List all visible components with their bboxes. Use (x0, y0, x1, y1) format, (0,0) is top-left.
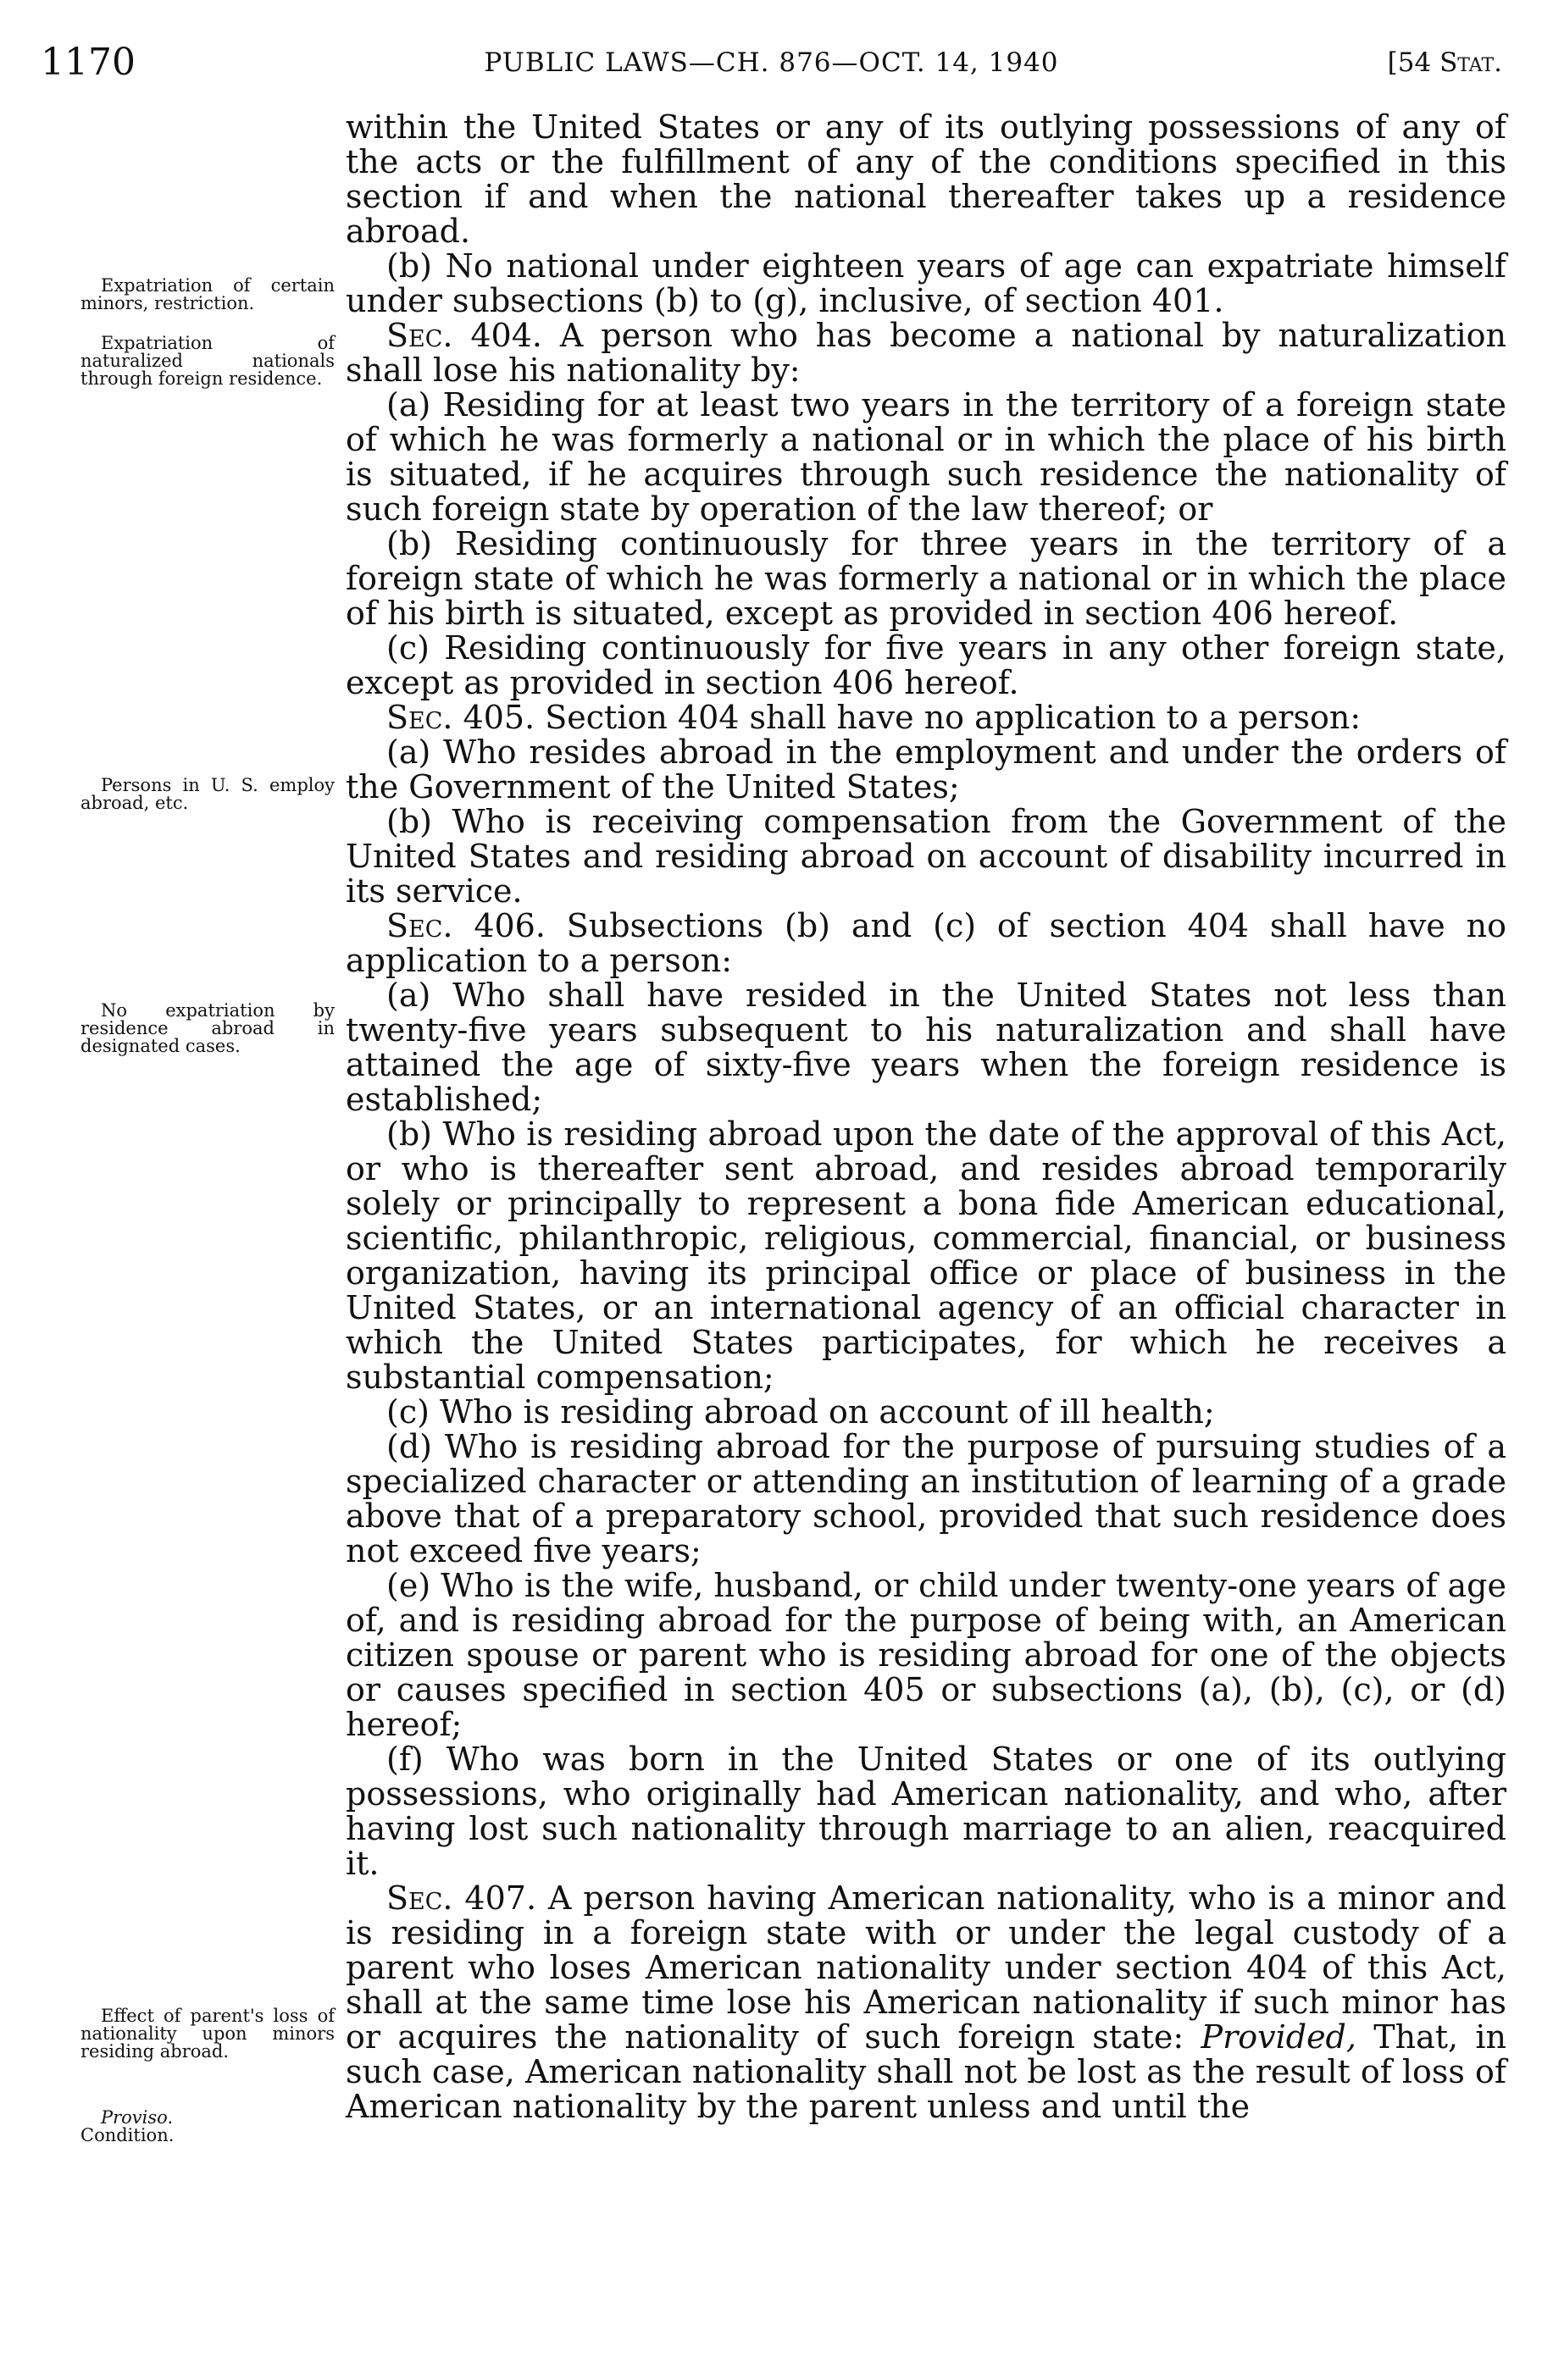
paragraph-406a: (a) Who shall have resided in the United States not less than twenty-five years subsequent to his naturalization and shall have attained the age of sixty-five years when the foreign residence is established; (346, 977, 1506, 1118)
margin-note-us-employ: Persons in U. S. employ abroad, etc. (80, 775, 335, 813)
paragraph-404b: (b) Residing continuously for three years in the territory of a foreign state of which he was formerly a national or in which the place of his birth is situated, except as provided in section 406 hereof. (346, 525, 1506, 632)
proviso-word: Provided, (1201, 2018, 1356, 2056)
page-number: 1170 (41, 41, 136, 84)
paragraph-406b: (b) Who is residing abroad upon the date of the approval of this Act, or who is thereafter sent abroad, and resides abroad temporarily solely or principally to represent a bona fide American educational, scientific, philanthropic, religious, commercial, financial, or business organization, having its principal office or place of business in the United States, or an international agency of an official character in which the United States participates, for which he receives a substantial compensation; (346, 1115, 1506, 1396)
section-label: Sec. 407. (386, 1879, 537, 1917)
margin-note-naturalized-nationals: Expatriation of naturalized nationals through foreign residence. (80, 333, 335, 389)
margin-note-parent-loss: Effect of parent's loss of nationality upon minors residing abroad. (80, 2006, 335, 2062)
section-label: Sec. 406. (386, 907, 546, 944)
paragraph-continuation: within the United States or any of its outlying possessions of any of the acts or the fulfillment of any of the conditions specified in this section if and when the national thereafter takes up a residence abroad. (346, 108, 1506, 250)
section-404: Sec. 404. A person who has become a national by naturalization shall lose his nationality by: (346, 317, 1506, 389)
section-407: Sec. 407. A person having American nationality, who is a minor and is residing in a foreign state with or under the legal custody of a parent who loses American nationality under section 404 of this Act, shall at the same time lose his American nationality if such minor has or acquires the nationality of such foreign state: Provided, That, in such case, American nationality shall not be lost as the result of loss of American nationality by the parent unless and until the (346, 1879, 1507, 2125)
page-header (41, 41, 1502, 91)
paragraph-406c: (c) Who is residing abroad on account of ill health; (386, 1393, 1215, 1431)
section-405: Sec. 405. Section 404 shall have no application to a person: (386, 699, 1362, 736)
proviso-label: Proviso. (101, 2107, 174, 2128)
margin-note-proviso (80, 2109, 335, 2145)
margin-note-no-expatriation: No expatriation by residence abroad in designated cases. (80, 1000, 335, 1056)
paragraph-405b: (b) Who is receiving compensation from the Government of the United States and residing abroad on account of disability incurred in its service. (346, 803, 1506, 910)
section-label: Sec. 404. (386, 317, 542, 354)
paragraph-406f: (f) Who was born in the United States or one of its outlying possessions, who originally had American nationality, and who, after having lost such nationality through marriage to an alien, reacquired it. (346, 1741, 1506, 1882)
paragraph-405a: (a) Who resides abroad in the employment and under the orders of the Government of the United States; (346, 733, 1506, 805)
margin-note-expatriation-minors: Expatriation of certain minors, restriction. (80, 275, 335, 313)
paragraph-406d: (d) Who is residing abroad for the purpose of pursuing studies of a specialized character or attending an institution of learning of a grade above that of a preparatory school, provided that such residence does not exceed five years; (346, 1428, 1506, 1569)
paragraph-404a: (a) Residing for at least two years in the territory of a foreign state of which he was formerly a national or in which the place of his birth is situated, if he acquires through such residence the nationality of such foreign state by operation of the law thereof; or (346, 386, 1506, 528)
paragraph-404c: (c) Residing continuously for five years in any other foreign state, except as provided in section 406 hereof. (346, 629, 1506, 701)
section-label: Sec. 405. (386, 699, 535, 736)
statute-reference: [54 Stat. (1387, 47, 1502, 78)
condition-label: Condition. (80, 2125, 175, 2145)
paragraph-403b: (b) No national under eighteen years of age can expatriate himself under subsections (b) to (g), inclusive, of section 401. (346, 247, 1506, 319)
paragraph-406e: (e) Who is the wife, husband, or child under twenty-one years of age of, and is residing abroad for the purpose of being with, an American citizen spouse or parent who is residing abroad for one of the objects or causes specified in section 405 or subsections (a), (b), (c), or (d) hereof; (346, 1567, 1506, 1743)
statute-body (346, 110, 1506, 2124)
section-406: Sec. 406. Subsections (b) and (c) of section 404 shall have no application to a person: (346, 907, 1506, 979)
running-head: PUBLIC LAWS—CH. 876—OCT. 14, 1940 (484, 47, 1059, 78)
